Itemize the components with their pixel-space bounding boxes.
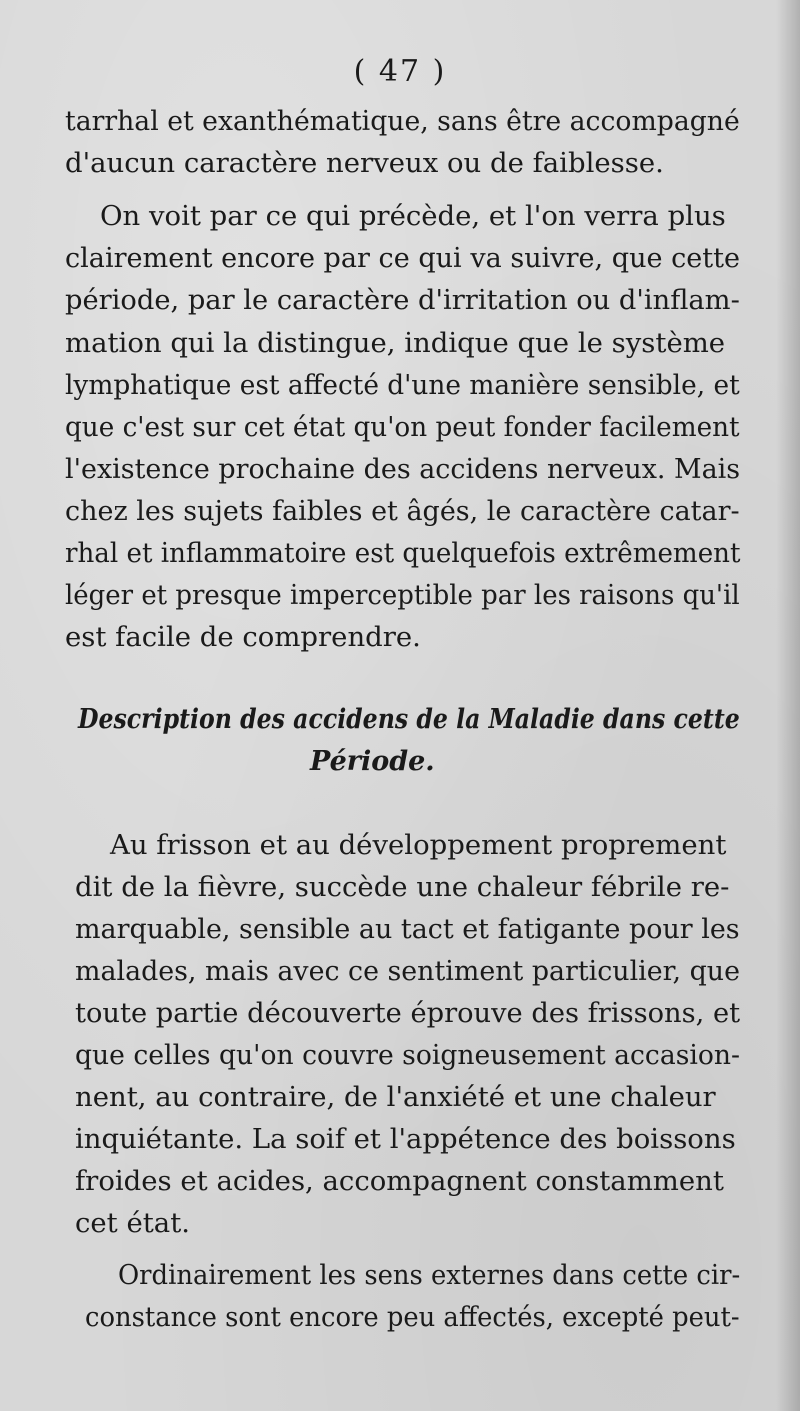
page-number: ( 47 ) (353, 54, 447, 89)
text-line: cet état. (75, 1207, 190, 1239)
text-line: constance sont encore peu affectés, excepté peut- (85, 1301, 740, 1333)
text-line: clairement encore par ce qui va suivre, que cette (65, 242, 741, 274)
text-line: que c'est sur cet état qu'on peut fonder facilement (65, 411, 740, 443)
text-line: léger et presque imperceptible par les raisons qu'il (65, 579, 740, 611)
page-edge-shadow (776, 0, 800, 1411)
text-line: lymphatique est affecté d'une manière sensible, et (65, 369, 740, 401)
text-line: dit de la fièvre, succède une chaleur fébrile re- (75, 871, 730, 903)
text-line: nent, au contraire, de l'anxiété et une chaleur (75, 1081, 716, 1113)
text-line: mation qui la distingue, indique que le système (65, 327, 726, 359)
text-line: rhal et inflammatoire est quelquefois extrêmement (65, 537, 741, 569)
text-line: période, par le caractère d'irritation ou d'inflam- (65, 284, 740, 316)
text-line: Ordinairement les sens externes dans cette cir- (118, 1259, 741, 1291)
section-heading: Période. (310, 746, 435, 777)
section-heading: Description des accidens de la Maladie dans cette (78, 704, 740, 735)
text-line: chez les sujets faibles et âgés, le caractère catar- (65, 495, 740, 527)
text-line: tarrhal et exanthématique, sans être accompagné (65, 105, 740, 137)
text-line: marquable, sensible au tact et fatigante pour les (75, 913, 740, 945)
text-line: malades, mais avec ce sentiment particulier, que (75, 955, 740, 987)
text-line: toute partie découverte éprouve des frissons, et (75, 997, 741, 1029)
text-line: que celles qu'on couvre soigneusement accasion- (75, 1039, 741, 1071)
text-line: d'aucun caractère nerveux ou de faiblesse. (65, 147, 664, 179)
text-line: On voit par ce qui précède, et l'on verra plus (100, 200, 726, 232)
text-line: l'existence prochaine des accidens nerveux. Mais (65, 453, 741, 485)
text-line: Au frisson et au développement proprement (110, 829, 727, 861)
text-line: inquiétante. La soif et l'appétence des boissons (75, 1123, 736, 1155)
text-line: froides et acides, accompagnent constamment (75, 1165, 724, 1197)
text-line: est facile de comprendre. (65, 621, 421, 653)
